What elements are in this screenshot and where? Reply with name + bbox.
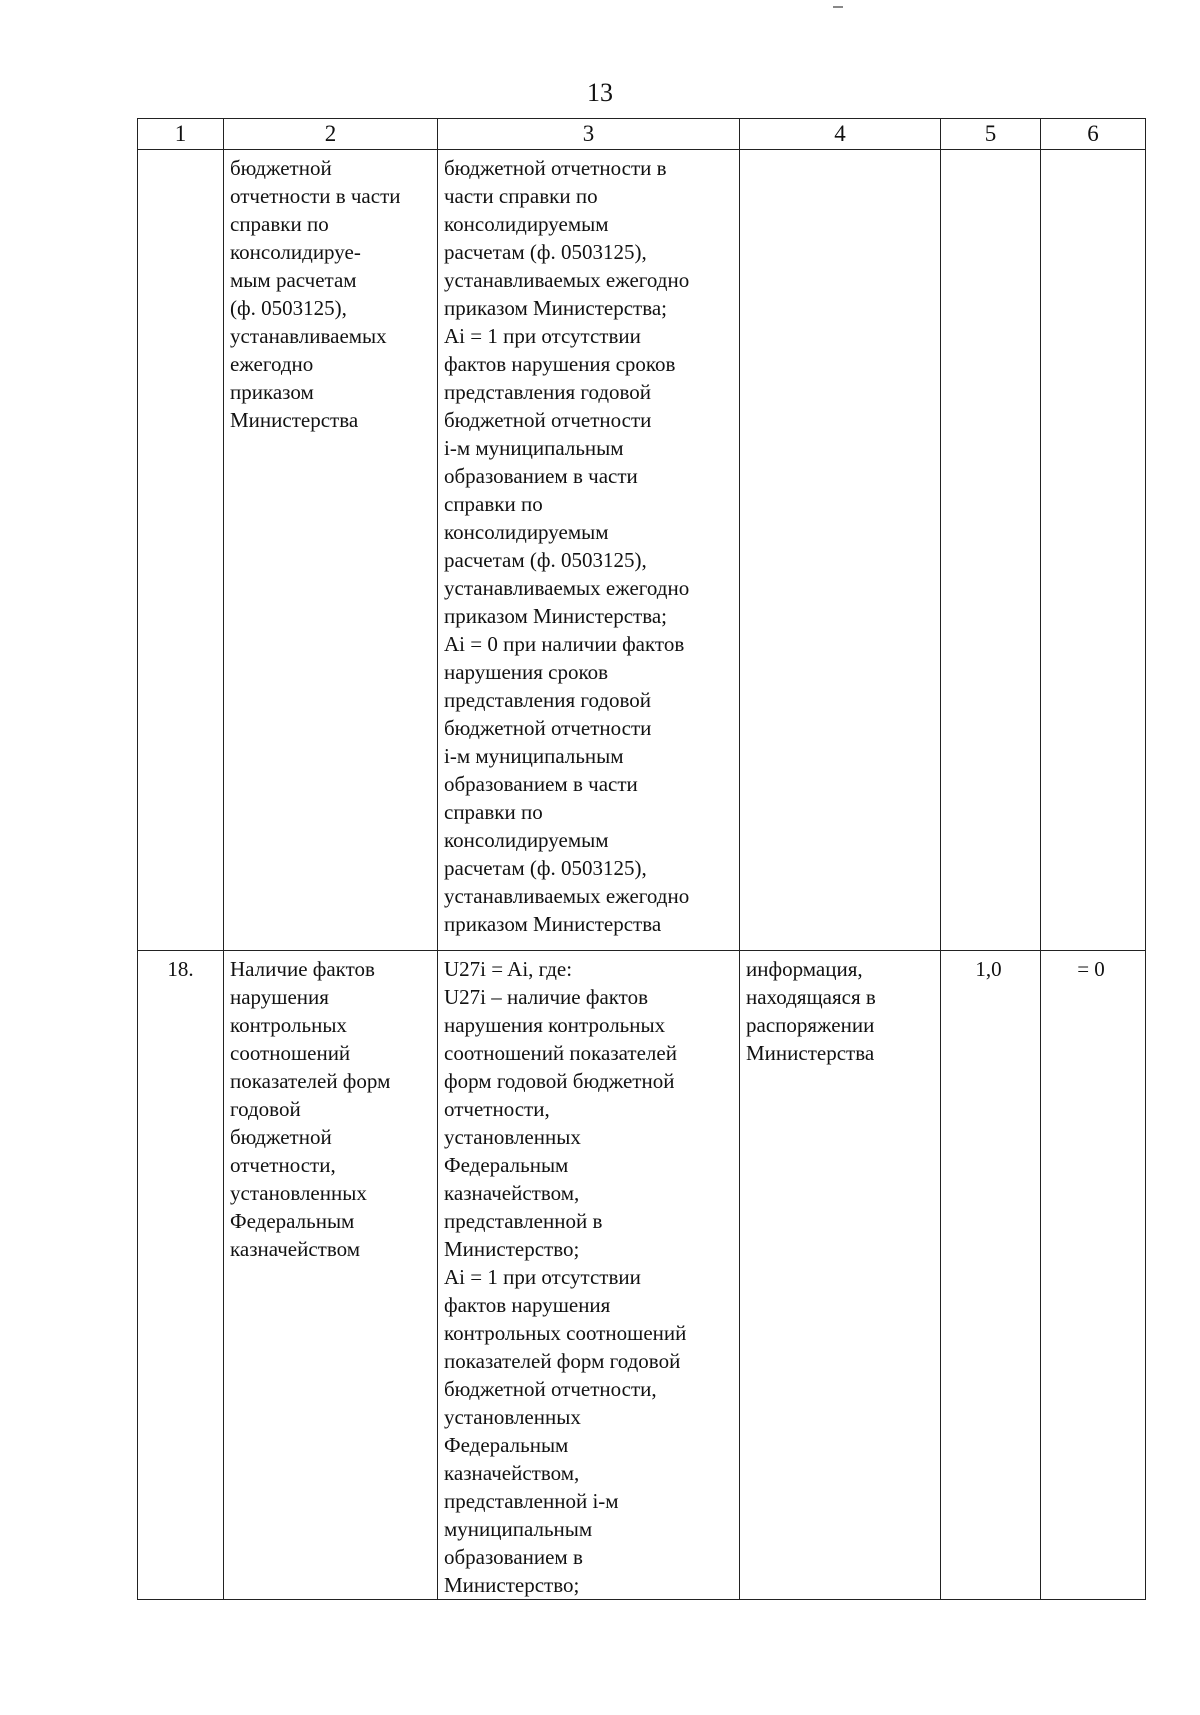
table-header-row <box>138 119 1146 150</box>
table-row <box>138 150 1146 951</box>
formula-cell: бюджетной отчетности в части справки по консолидируемым расчетам (ф. 0503125), устанавливаемых ежегодно приказом Министерства; Ai = 1 при отсутствии фактов нарушения сроков представления годовой бюджетной отчетности i-м муниципальным образованием в части справки по консолидируемым расчетам (ф. 0503125), устанавливаемых ежегодно приказом Министерства; Ai = 0 при наличии фактов нарушения сроков представления годовой бюджетной отчетности i-м муниципальным образованием в части справки по консолидируемым расчетам (ф. 0503125), устанавливаемых ежегодно приказом Министерства <box>438 150 740 951</box>
weight-cell <box>941 150 1041 951</box>
row-number-cell: 18. <box>138 951 224 1600</box>
target-value-cell <box>1041 150 1146 951</box>
column-header: 3 <box>438 119 740 150</box>
column-header: 2 <box>224 119 438 150</box>
criteria-table <box>137 118 1146 1600</box>
column-header: 5 <box>941 119 1041 150</box>
target-value-cell: = 0 <box>1041 951 1146 1600</box>
column-header: 1 <box>138 119 224 150</box>
indicator-name-cell: Наличие фактов нарушения контрольных соотношений показателей форм годовой бюджетной отчетности, установленных Федеральным казначейством <box>224 951 438 1600</box>
source-cell <box>740 150 941 951</box>
weight-cell: 1,0 <box>941 951 1041 1600</box>
formula-cell: U27i = Ai, где: U27i – наличие фактов нарушения контрольных соотношений показателей форм годовой бюджетной отчетности, установленных Федеральным казначейством, представленной в Министерство; Ai = 1 при отсутствии фактов нарушения контрольных соотношений показателей форм годовой бюджетной отчетности, установленных Федеральным казначейством, представленной i-м муниципальным образованием в Министерство; <box>438 951 740 1600</box>
column-header: 4 <box>740 119 941 150</box>
scan-artifact-mark <box>833 6 843 8</box>
row-number-cell <box>138 150 224 951</box>
table-row <box>138 951 1146 1600</box>
indicator-name-cell: бюджетной отчетности в части справки по консолидируе- мым расчетам (ф. 0503125), устанавливаемых ежегодно приказом Министерства <box>224 150 438 951</box>
page-number: 13 <box>587 78 613 107</box>
column-header: 6 <box>1041 119 1146 150</box>
source-cell: информация, находящаяся в распоряжении Министерства <box>740 951 941 1600</box>
